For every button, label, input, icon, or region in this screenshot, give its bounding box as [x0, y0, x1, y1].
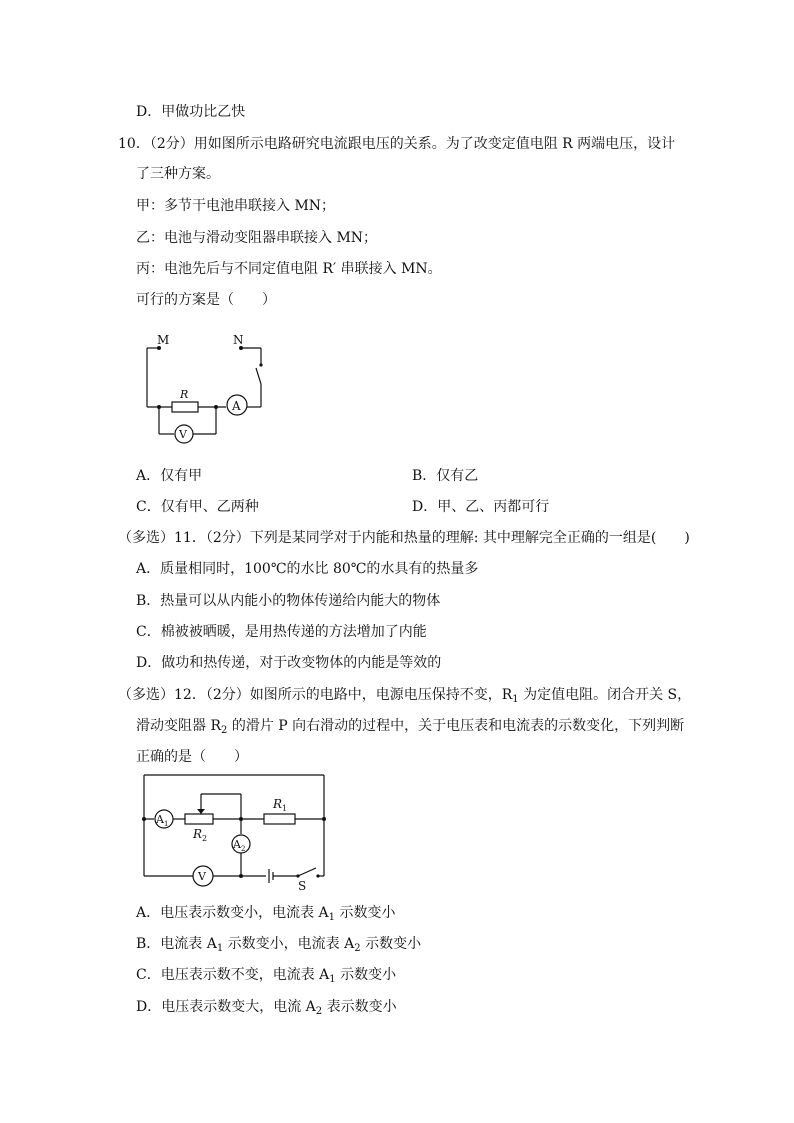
- q12-stem-line3: 正确的是（ ）: [136, 749, 248, 765]
- q10-option-c: C．仅有甲、乙两种: [136, 499, 259, 515]
- q12-option-b: B．电流表 $A_1$ 示数变小，电流表 $A_2$ 示数变小: [136, 936, 422, 954]
- q12-a1-label: $A_1$: [156, 813, 169, 828]
- q12-r1-label: $R_1$: [273, 797, 288, 813]
- q10-label-r: R: [180, 388, 189, 401]
- q12-r2-label: $R_2$: [193, 827, 208, 843]
- q10-option-b: B．仅有乙: [412, 468, 479, 484]
- q11-option-d: D．做功和热传递，对于改变物体的内能是等效的: [136, 655, 442, 671]
- q10-plan-c: 丙：电池先后与不同定值电阻 R′ 串联接入 MN。: [136, 261, 442, 277]
- q10-stem-line1: 10．（2分）用如图所示电路研究电流跟电压的关系。为了改变定值电阻 R 两端电压，设计: [118, 136, 676, 152]
- q12-circuit-figure: [138, 772, 330, 892]
- q10-stem-line2: 了三种方案。: [136, 166, 220, 182]
- q10-label-m: M: [157, 333, 170, 347]
- q12-option-d: D．电压表示数变大，电流 $A_2$ 表示数变小: [136, 999, 397, 1017]
- q11-option-b: B．热量可以从内能小的物体传递给内能大的物体: [136, 593, 441, 609]
- q12-a2-label: $A_2$: [233, 838, 246, 853]
- q10-circuit-figure: [140, 328, 280, 448]
- q12-switch-label: S: [298, 879, 307, 892]
- q10-option-a: A．仅有甲: [136, 468, 203, 484]
- q12-stem-line1: （多选）12．（2分）如图所示的电路中，电源电压保持不变，$R_1$ 为定值电阻。闭合开关 S，: [118, 687, 692, 705]
- q10-plan-b: 乙：电池与滑动变阻器串联接入 MN；: [136, 230, 378, 246]
- q10-ammeter-label: A: [232, 399, 241, 413]
- q12-voltmeter-label: V: [198, 870, 206, 883]
- q10-option-d: D．甲、乙、丙都可行: [412, 499, 550, 515]
- q10-voltmeter-label: V: [179, 428, 187, 441]
- q11-option-c: C．棉被被晒暖，是用热传递的方法增加了内能: [136, 624, 427, 640]
- q12-stem-line2: 滑动变阻器 $R_2$ 的滑片 P 向右滑动的过程中，关于电压表和电流表的示数变化，下列判断: [136, 718, 685, 736]
- q11-stem: （多选）11．（2分）下列是某同学对于内能和热量的理解: 其中理解完全正确的一组是( ): [118, 530, 690, 546]
- q12-option-c: C．电压表示数不变，电流表 $A_1$ 示数变小: [136, 967, 397, 985]
- q12-option-a: A．电压表示数变小，电流表 $A_1$ 示数变小: [136, 905, 396, 923]
- q10-plan-a: 甲：多节干电池串联接入 MN；: [136, 198, 336, 214]
- q9-option-d: D．甲做功比乙快: [136, 104, 246, 120]
- q10-question: 可行的方案是（ ）: [136, 292, 276, 308]
- q11-option-a: A．质量相同时，100℃的水比 80℃的水具有的热量多: [136, 561, 479, 577]
- q10-label-n: N: [233, 333, 244, 347]
